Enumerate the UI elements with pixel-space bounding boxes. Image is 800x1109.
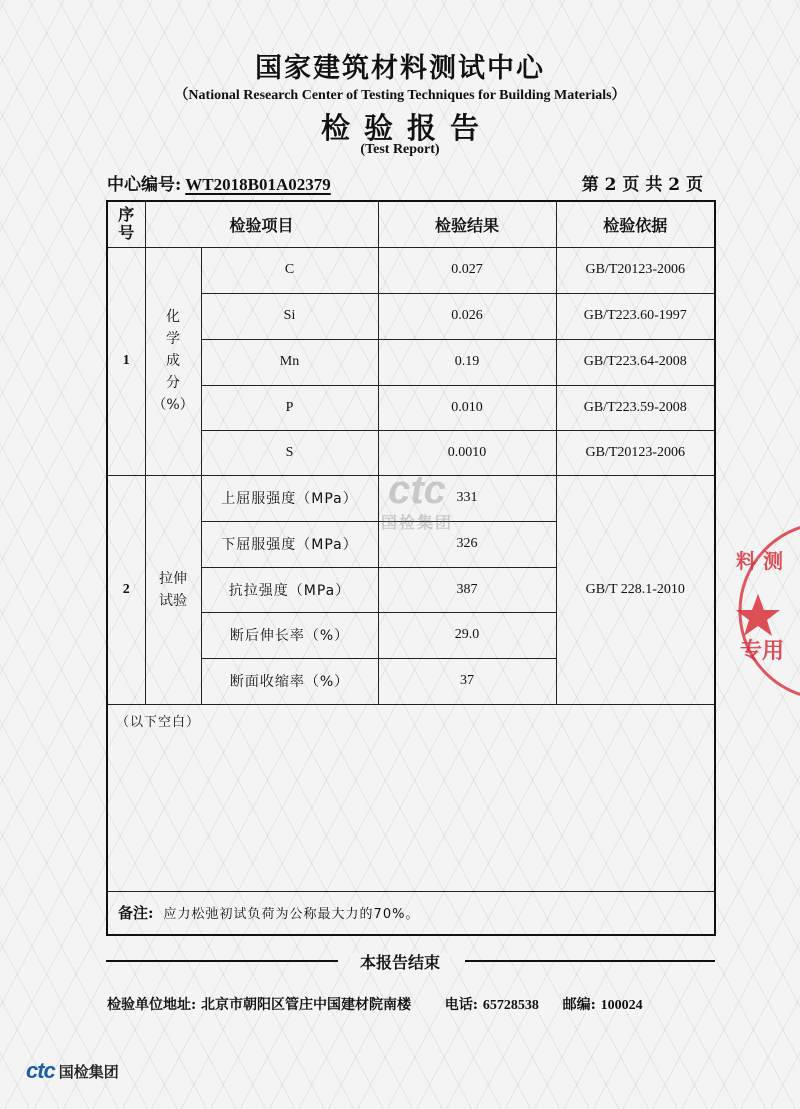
- remark-row: [107, 891, 715, 935]
- col-item-header: 检验项目: [145, 201, 378, 247]
- table-header-row: [107, 201, 715, 247]
- result-cell: 331: [378, 475, 556, 521]
- seal-text-top: 料 测: [736, 549, 783, 573]
- group-seq: 2: [107, 475, 145, 704]
- col-seq-char: 号: [118, 223, 135, 243]
- basis-cell: GB/T223.59-2008: [556, 385, 715, 430]
- center-number-value: WT2018B01A02379: [185, 175, 331, 194]
- company-logo: [26, 1058, 119, 1084]
- basis-cell: GB/T 228.1-2010: [556, 475, 715, 704]
- item-cell: P: [201, 385, 378, 430]
- org-subtitle: （National Research Center of Testing Techniques for Building Materials）: [174, 88, 626, 103]
- category-line: （%）: [152, 397, 194, 413]
- result-cell: 0.026: [378, 293, 556, 339]
- col-seq-header: [107, 201, 145, 247]
- category-line: 化: [166, 309, 180, 325]
- center-number-label: 中心编号:: [107, 175, 182, 195]
- remark-label: 备注:: [118, 904, 154, 923]
- result-cell: 326: [378, 521, 556, 567]
- col-basis-header: 检验依据: [556, 201, 715, 247]
- category-line: 试验: [159, 592, 187, 609]
- basis-cell: GB/T223.60-1997: [556, 293, 715, 339]
- seal-text-bottom: 专用: [740, 639, 785, 664]
- result-cell: 29.0: [378, 612, 556, 658]
- result-cell: 387: [378, 567, 556, 612]
- basis-cell: GB/T223.64-2008: [556, 339, 715, 385]
- item-cell: S: [201, 430, 378, 475]
- group-seq: 1: [107, 247, 145, 475]
- item-cell: 断后伸长率（%）: [201, 612, 378, 658]
- org-title: 国家建筑材料测试中心: [255, 53, 545, 84]
- group-category: [145, 247, 201, 475]
- col-result-header: 检验结果: [378, 201, 556, 247]
- result-cell: 0.027: [378, 247, 556, 293]
- end-of-report: [0, 950, 800, 973]
- category-line: 成: [166, 353, 180, 369]
- seal-ring: [740, 523, 800, 699]
- basis-cell: GB/T20123-2006: [556, 247, 715, 293]
- col-seq-char: 序: [118, 205, 135, 225]
- category-line: 拉伸: [159, 570, 187, 587]
- item-cell: Si: [201, 293, 378, 339]
- logo-text: 国检集团: [58, 1062, 119, 1081]
- table-row: [107, 247, 715, 293]
- blank-row: [107, 704, 715, 891]
- official-seal: [718, 516, 800, 716]
- item-cell: Mn: [201, 339, 378, 385]
- address-label: 检验单位地址:: [107, 997, 197, 1013]
- category-line: 分: [166, 375, 180, 391]
- basis-cell: GB/T20123-2006: [556, 430, 715, 475]
- phone-label: 电话:: [444, 997, 478, 1013]
- logo-mark: ctc: [26, 1058, 55, 1083]
- result-cell: 0.0010: [378, 430, 556, 475]
- doc-title: 检验报告: [320, 111, 493, 145]
- item-cell: 抗拉强度（MPa）: [201, 567, 378, 612]
- category-line: 学: [166, 331, 180, 347]
- item-cell: 断面收缩率（%）: [201, 658, 378, 704]
- item-cell: 上屈服强度（MPa）: [201, 475, 378, 521]
- blank-note: （以下空白）: [107, 704, 715, 891]
- address-value: 北京市朝阳区管庄中国建材院南楼: [201, 997, 412, 1013]
- item-cell: 下屈服强度（MPa）: [201, 521, 378, 567]
- group-category: [145, 475, 201, 704]
- watermark-text: 国检集团: [380, 513, 453, 532]
- center-number: [107, 170, 331, 195]
- item-cell: C: [201, 247, 378, 293]
- remark-text: 应力松弛初试负荷为公称最大力的70%。: [163, 907, 420, 923]
- postcode-value: 100024: [600, 998, 643, 1013]
- postcode-label: 邮编:: [562, 997, 596, 1013]
- phone-value: 65728538: [482, 998, 539, 1013]
- footer-info: [107, 994, 643, 1014]
- end-of-report-text: 本报告结束: [350, 953, 450, 972]
- doc-subtitle: (Test Report): [360, 142, 440, 157]
- col-seq-label: [108, 206, 145, 242]
- report-table: [106, 200, 716, 936]
- result-cell: 0.19: [378, 339, 556, 385]
- page-info: 第 2 页 共 2 页: [581, 175, 703, 195]
- table-row: [107, 475, 715, 521]
- watermark-mark: ctc: [388, 468, 446, 512]
- seal-star: [736, 594, 780, 636]
- result-cell: 0.010: [378, 385, 556, 430]
- result-cell: 37: [378, 658, 556, 704]
- remark-cell: [107, 891, 715, 935]
